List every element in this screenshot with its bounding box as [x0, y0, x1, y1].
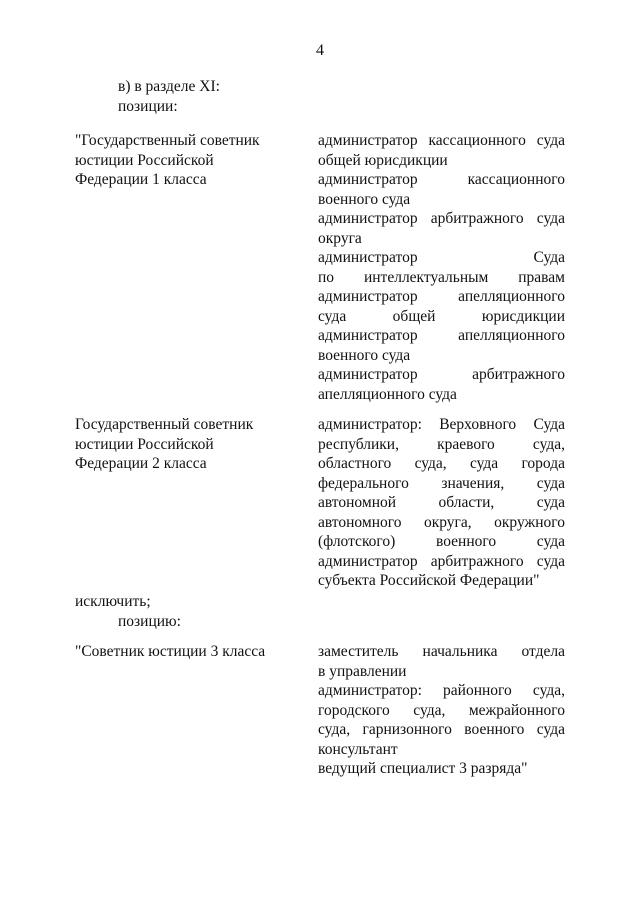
- block2-right-line: администратор арбитражного суда: [318, 552, 565, 570]
- block1-right-line: администратор кассационного суда: [318, 132, 565, 149]
- block3-right-line: в управлении: [318, 662, 407, 680]
- block2-right-line: (флотского) военного суда: [318, 533, 565, 550]
- block3-right-line: заместитель начальника отдела: [318, 643, 565, 660]
- block1-right-line: суда общей юрисдикции: [318, 307, 565, 325]
- block1-left-line: юстиции Российской: [75, 151, 214, 169]
- block1-right-line: округа: [318, 229, 362, 247]
- block1-right-line: администратор апелляционного: [318, 288, 565, 305]
- intro-line-1: в) в разделе XI:: [118, 78, 220, 95]
- block2-left-line: юстиции Российской: [75, 435, 214, 453]
- block1-left: [75, 131, 295, 190]
- block1-right-line: по интеллектуальным правам: [318, 268, 565, 286]
- intro-line-2: позиции:: [118, 98, 178, 115]
- block2-right: [318, 415, 565, 591]
- block3-right-line: ведущий специалист 3 разряда": [318, 760, 528, 777]
- block2-right-line: субъекта Российской Федерации": [318, 572, 540, 589]
- block2-left-line: Федерации 2 класса: [75, 455, 207, 472]
- block2-right-line: областного суда, суда города: [318, 455, 565, 472]
- middle-line-2: позицию:: [118, 613, 181, 630]
- page-number: 4: [316, 42, 324, 59]
- block2-right-line: администратор: Верховного Суда: [318, 416, 565, 433]
- block3-right-line: городского суда, межрайонного: [318, 701, 565, 719]
- block1-left-line: "Государственный советник: [75, 132, 260, 149]
- block1-right-line: общей юрисдикции: [318, 151, 448, 169]
- block3-right: [318, 642, 565, 779]
- block3-right-line: администратор: районного суда,: [318, 682, 565, 699]
- block2-right-line: автономной области, суда: [318, 494, 565, 511]
- block1-right-line: апелляционного суда: [318, 385, 457, 403]
- block1-right-line: военного суда: [318, 346, 411, 364]
- block1-right-line: администратор арбитражного: [318, 366, 565, 383]
- block3-left: [75, 642, 295, 662]
- block2-right-line: республики, краевого суда,: [318, 435, 565, 453]
- block1-right-line: администратор арбитражного суда: [318, 210, 565, 227]
- block1-right-line: военного суда: [318, 190, 411, 208]
- block1-right-line: администратор Суда: [318, 249, 565, 266]
- block3-left-line: "Советник юстиции 3 класса: [75, 643, 266, 660]
- middle-line-1: исключить;: [75, 593, 151, 610]
- block1-right-line: администратор кассационного: [318, 171, 565, 188]
- block3-right-line: консультант: [318, 740, 398, 758]
- block2-left-line: Государственный советник: [75, 416, 254, 433]
- block1-left-line: Федерации 1 класса: [75, 171, 207, 188]
- block2-right-line: федерального значения, суда: [318, 474, 565, 492]
- block1-right: [318, 131, 565, 404]
- block2-right-line: автономного округа, окружного: [318, 513, 565, 531]
- block1-right-line: администратор апелляционного: [318, 327, 565, 344]
- block3-right-line: суда, гарнизонного военного суда: [318, 721, 565, 738]
- block2-left: [75, 415, 295, 474]
